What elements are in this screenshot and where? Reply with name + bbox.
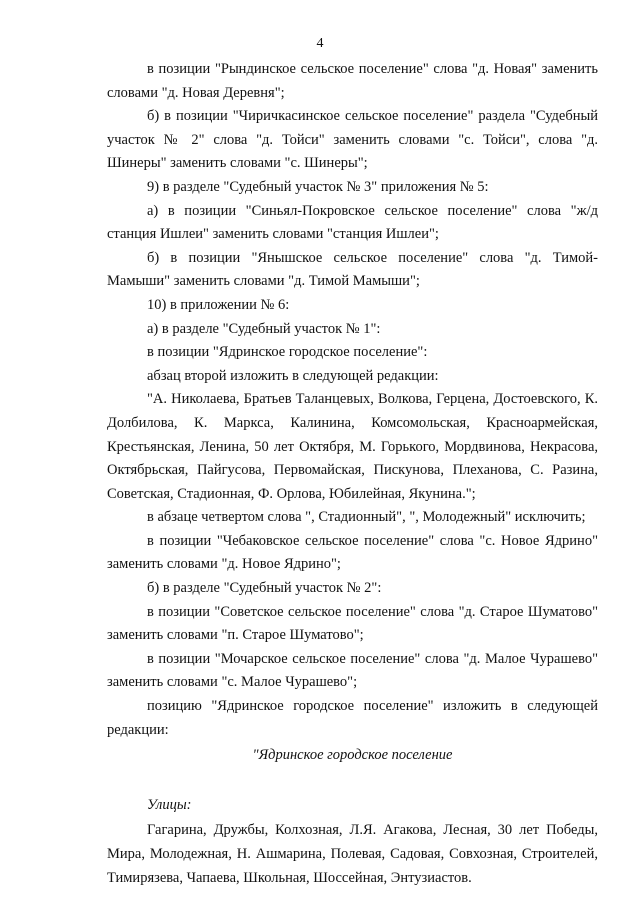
paragraph: в позиции "Ядринское городское поселение": [147, 344, 428, 361]
paragraph: а) в позиции "Синьял-Покровское сельское поселение" слова "ж/д станция Ишлеи" заменить словами "станция Ишлеи"; [107, 202, 598, 243]
paragraph: в позиции "Рындинское сельское поселение" слова "д. Новая" заменить словами "д. Новая Деревня"; [107, 61, 598, 101]
paragraph: в позиции "Советское сельское поселение" слова "д. Старое Шуматово" заменить словами "п. Старое Шуматово"; [107, 603, 598, 644]
paragraph: 10) в приложении № 6: [147, 296, 290, 313]
streets-label: Улицы: [147, 796, 192, 813]
paragraph: а) в разделе "Судебный участок № 1": [147, 320, 381, 337]
paragraph: в абзаце четвертом слова ", Стадионный", ", Молодежный" исключить; [147, 509, 586, 526]
paragraph: в позиции "Чебаковское сельское поселение" слова "с. Новое Ядрино" заменить словами "д. Новое Ядрино"; [107, 532, 598, 573]
paragraph: б) в позиции "Чиричкасинское сельское поселение" раздела "Судебный участок № 2" слова "д. Тойси" заменить словами "с. Тойси", слова "д. Шинеры" заменить словами "с. Шинеры"; [107, 108, 598, 172]
paragraph: "А. Николаева, Братьев Таланцевых, Волкова, Герцена, Достоевского, К. Долбилова, К. Маркса, Калинина, Комсомольская, Красноармейская, Крестьянская, Ленина, 50 лет Октября, М. Горького, Мордвинова, Некрасова, Октябрьская, Пайгусова, Первомайская, Пискунова, Плеханова, С. Разина, Советская, Стадионная, Ф. Орлова, Юбилейная, Якунина."; [107, 391, 598, 502]
section-heading: "Ядринское городское поселение [252, 747, 453, 764]
paragraph: 9) в разделе "Судебный участок № 3" приложения № 5: [147, 178, 489, 195]
paragraph: позицию "Ядринское городское поселение" изложить в следующей редакции: [107, 698, 598, 738]
page-number: 4 [316, 36, 324, 51]
streets-list: Гагарина, Дружбы, Колхозная, Л.Я. Агакова, Лесная, 30 лет Победы, Мира, Молодежная, Н. Ашмарина, Полевая, Садовая, Совхозная, Строителей, Тимирязева, Чапаева, Школьная, Шоссейная, Энтузиастов. [107, 822, 598, 886]
paragraph: б) в разделе "Судебный участок № 2": [147, 580, 382, 597]
document-body [107, 58, 598, 890]
paragraph: абзац второй изложить в следующей редакции: [147, 367, 439, 384]
paragraph: в позиции "Мочарское сельское поселение" слова "д. Малое Чурашево" заменить словами "с. Малое Чурашево"; [107, 650, 598, 691]
paragraph: б) в позиции "Янышское сельское поселение" слова "д. Тимой-Мамыши" заменить словами "д. Тимой Мамыши"; [107, 249, 598, 290]
